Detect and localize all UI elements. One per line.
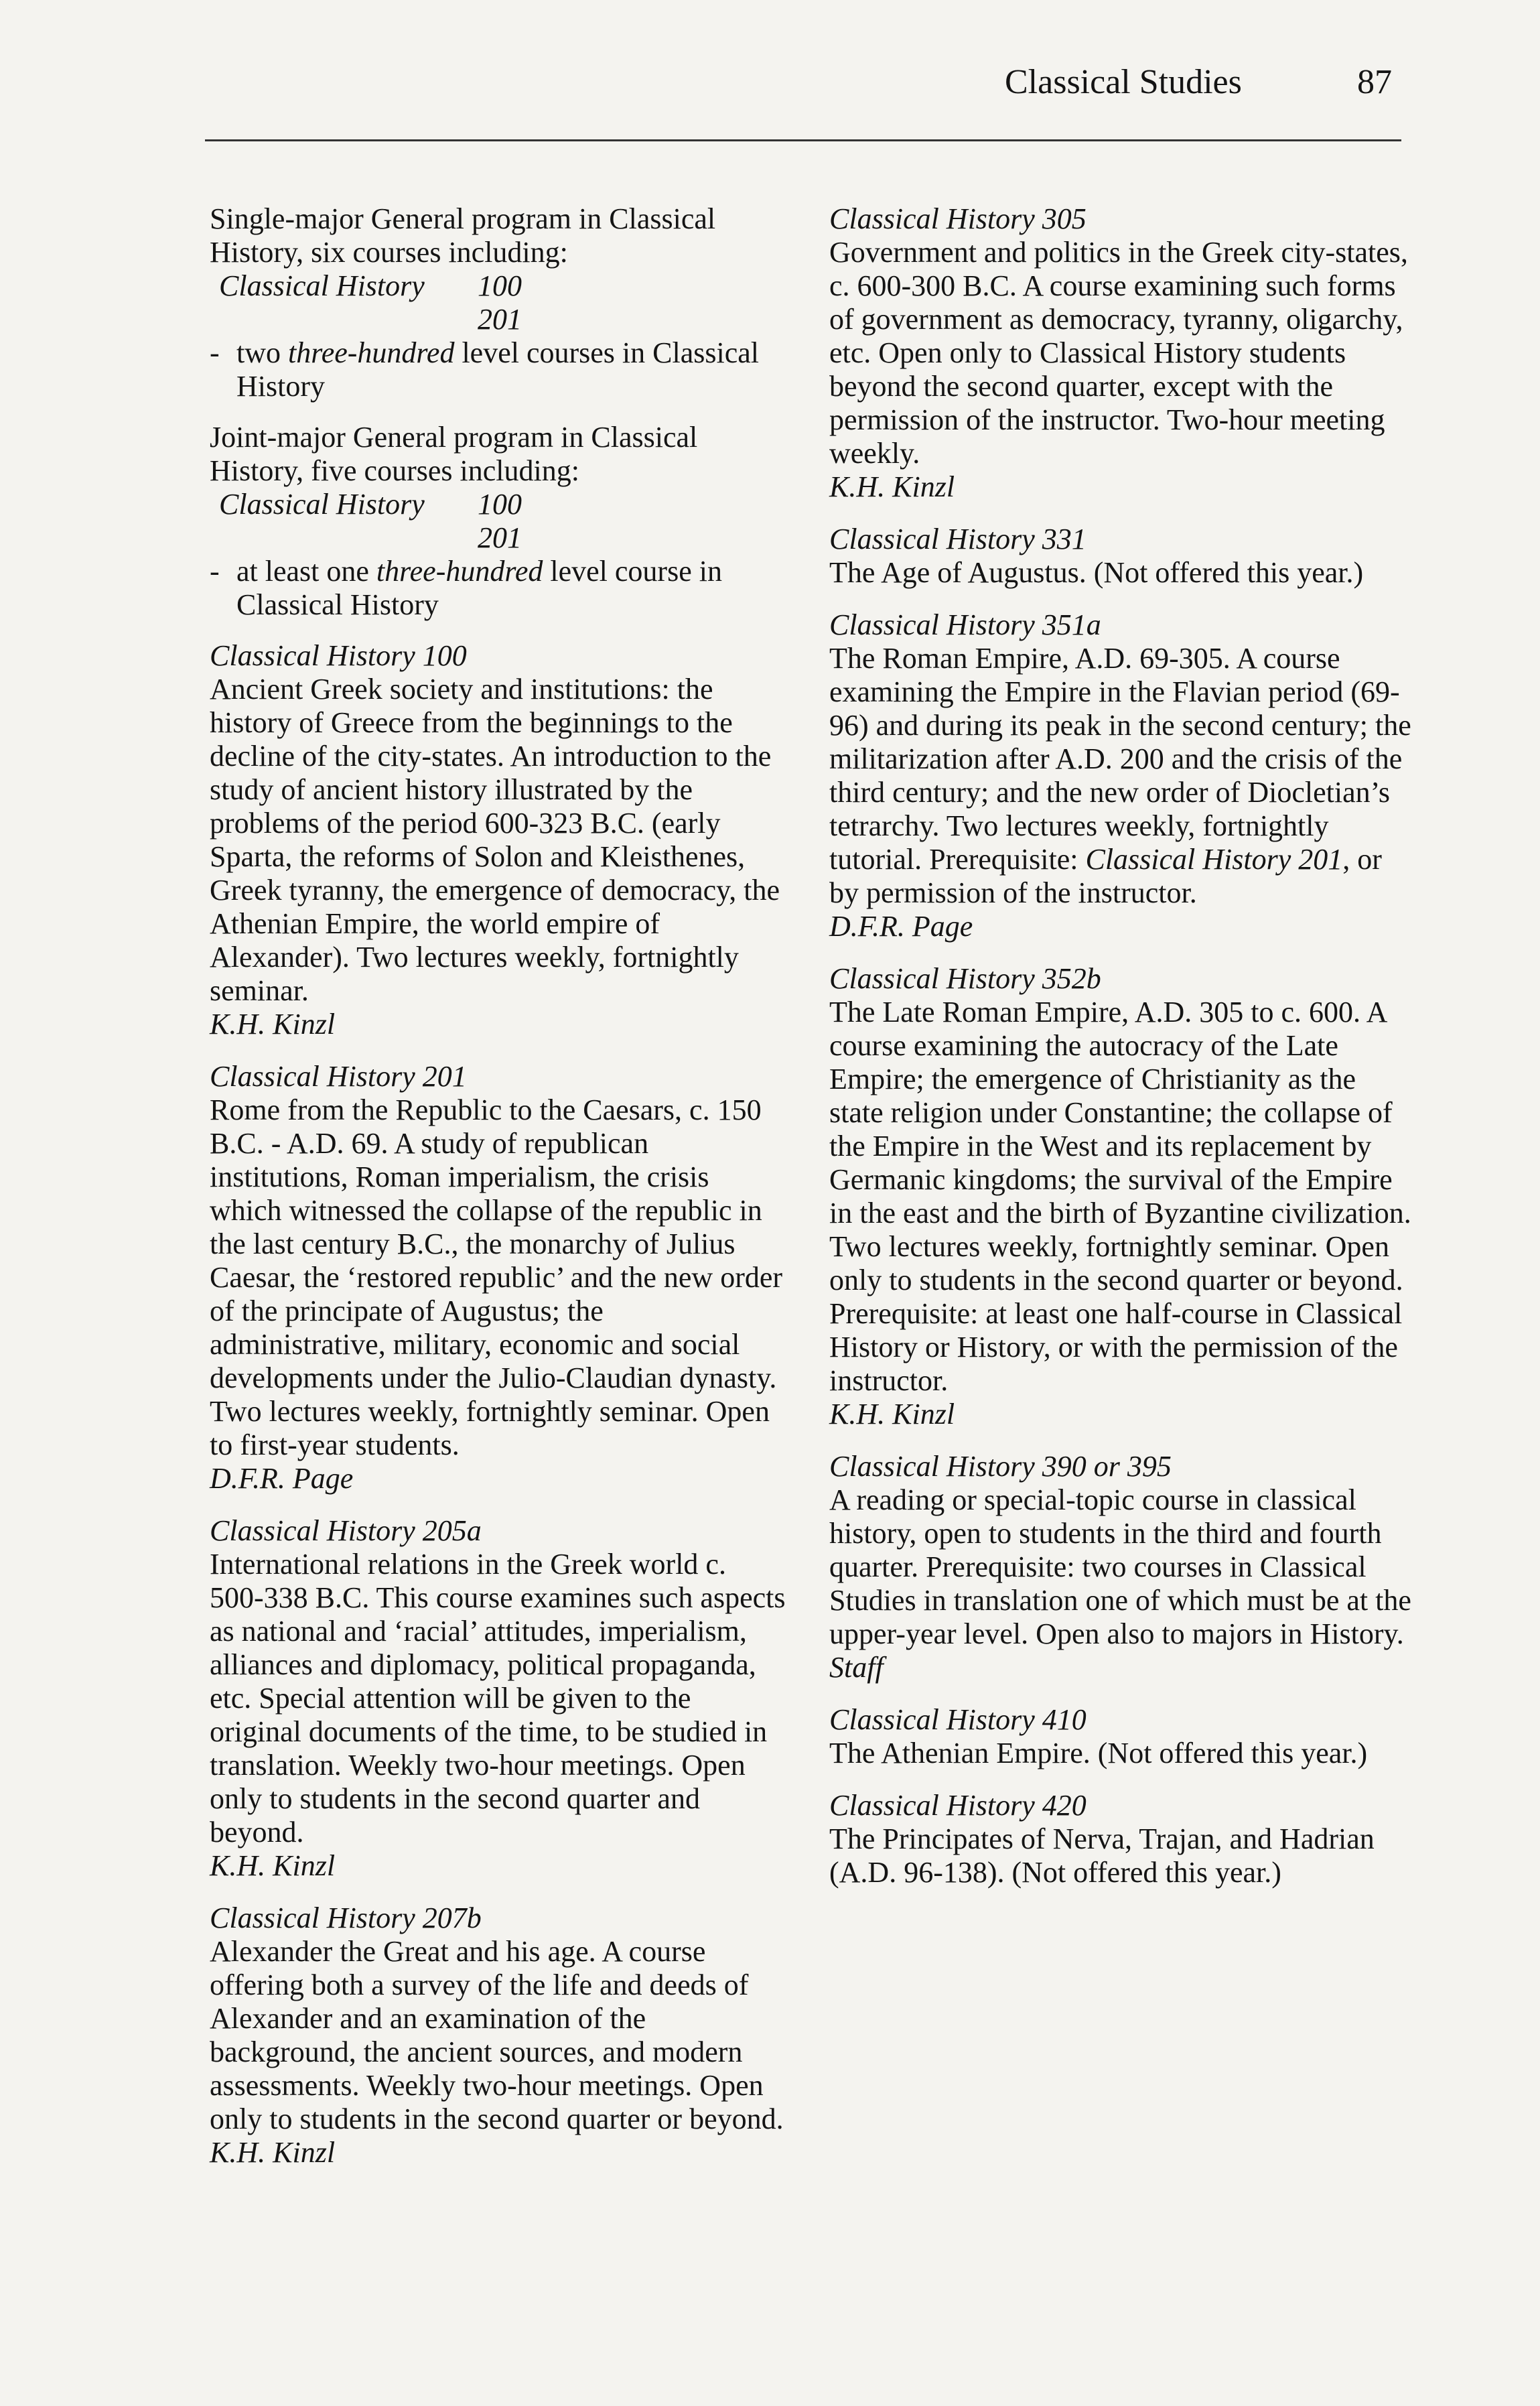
description-emphasis: Classical History 201 xyxy=(1085,843,1343,876)
course-title: Classical History 352b xyxy=(829,962,1101,995)
course-entry xyxy=(210,639,786,1041)
course-entry xyxy=(829,202,1412,504)
course-entry xyxy=(210,1514,786,1883)
course-instructor: K.H. Kinzl xyxy=(210,2136,336,2169)
program-intro: Single-major General program in Classical History, six courses including: xyxy=(210,202,716,269)
header-rule xyxy=(205,139,1401,141)
program-bullet: - at least one three-hundred level course in Classical History xyxy=(210,555,722,621)
course-entry xyxy=(829,1789,1412,1889)
joint-major-program xyxy=(210,421,786,622)
bullet-emphasis: three-hundred xyxy=(288,336,455,369)
course-description: A reading or special-topic course in classical history, open to students in the third and fourth quarter. Prerequisite: two courses in Classical Studies in translation one of which must be at the upper-year level. Open also to majors in History. xyxy=(829,1483,1411,1650)
course-instructor: D.F.R. Page xyxy=(829,910,973,943)
course-entry xyxy=(829,608,1412,943)
required-course-line xyxy=(210,269,786,303)
course-title: Classical History 420 xyxy=(829,1789,1087,1822)
course-number: 201 xyxy=(478,521,522,554)
description-text: , or by permission of the instructor. xyxy=(829,843,1382,909)
required-course-line xyxy=(210,488,786,521)
bullet-text: level course in Classical History xyxy=(236,555,722,621)
program-intro: Joint-major General program in Classical History, five courses including: xyxy=(210,421,698,487)
course-entry xyxy=(829,1703,1412,1770)
bullet-emphasis: three-hundred xyxy=(376,555,543,588)
course-entry xyxy=(829,523,1412,590)
course-title: Classical History 100 xyxy=(210,639,467,672)
course-instructor: K.H. Kinzl xyxy=(829,1398,955,1430)
course-name: Classical History xyxy=(219,269,425,302)
running-head xyxy=(1005,59,1392,106)
course-instructor: D.F.R. Page xyxy=(210,1462,354,1495)
course-number: 100 xyxy=(478,269,522,302)
course-entry xyxy=(829,1450,1412,1684)
course-title: Classical History 305 xyxy=(829,202,1087,235)
course-description xyxy=(829,642,1412,910)
course-description: The Athenian Empire. (Not offered this year.) xyxy=(829,1737,1368,1769)
single-major-program xyxy=(210,202,786,403)
course-name: Classical History xyxy=(219,488,425,521)
left-column xyxy=(210,202,786,2188)
course-title: Classical History 201 xyxy=(210,1060,467,1093)
course-description: The Principates of Nerva, Trajan, and Hadrian (A.D. 96-138). (Not offered this year.) xyxy=(829,1822,1375,1889)
course-entry xyxy=(829,962,1412,1431)
required-course-line xyxy=(210,303,786,336)
course-entry xyxy=(210,1901,786,2169)
description-text: The Roman Empire, A.D. 69-305. A course examining the Empire in the Flavian period (69-96) and during its peak in the second century; the militarization after A.D. 200 and the crisis of the third century; and the new order of Diocletian’s tetrarchy. Two lectures weekly, fortnightly tutorial. Prerequisite: xyxy=(829,642,1411,876)
bullet-text: level courses in Classical History xyxy=(236,336,759,403)
course-description: The Late Roman Empire, A.D. 305 to c. 600. A course examining the autocracy of the Late Empire; the emergence of Christianity as the state religion under Constantine; the collapse of the Empire in the West and its replacement by Germanic kingdoms; the survival of the Empire in the east and the birth of Byzantine civilization. Two lectures weekly, fortnightly seminar. Open only to students in the second quarter or beyond. Prerequisite: at least one half-course in Classical History or History, or with the permission of the instructor. xyxy=(829,996,1411,1397)
course-description: The Age of Augustus. (Not offered this year.) xyxy=(829,556,1364,589)
course-number: 201 xyxy=(478,303,522,336)
course-instructor: K.H. Kinzl xyxy=(210,1008,336,1041)
course-description: Government and politics in the Greek city-states, c. 600-300 B.C. A course examining such forms of government as democracy, tyranny, oligarchy, etc. Open only to Classical History students beyond the second quarter, except with the permission of the instructor. Two-hour meeting weekly. xyxy=(829,236,1408,470)
course-title: Classical History 351a xyxy=(829,608,1101,641)
bullet-text: two xyxy=(236,336,288,369)
bullet-text: at least one xyxy=(236,555,376,588)
course-title: Classical History 207b xyxy=(210,1901,482,1934)
course-instructor: K.H. Kinzl xyxy=(829,470,955,503)
running-head-title: Classical Studies xyxy=(1005,63,1242,101)
course-title: Classical History 410 xyxy=(829,1703,1087,1736)
course-title: Classical History 205a xyxy=(210,1514,482,1547)
course-instructor: K.H. Kinzl xyxy=(210,1849,336,1882)
course-description: Ancient Greek society and institutions: the history of Greece from the beginnings to the decline of the city-states. An introduction to the study of ancient history illustrated by the problems of the period 600-323 B.C. (early Sparta, the reforms of Solon and Kleisthenes, Greek tyranny, the emergence of democracy, the Athenian Empire, the world empire of Alexander). Two lectures weekly, fortnightly seminar. xyxy=(210,673,780,1007)
course-description: Alexander the Great and his age. A course offering both a survey of the life and deeds of Alexander and an examination of the background, the ancient sources, and modern assessments. Weekly two-hour meetings. Open only to students in the second quarter or beyond. xyxy=(210,1935,784,2135)
course-title: Classical History 390 or 395 xyxy=(829,1450,1172,1483)
course-instructor: Staff xyxy=(829,1651,884,1684)
program-bullet: - two three-hundred level courses in Classical History xyxy=(210,336,759,403)
required-course-line xyxy=(210,521,786,555)
course-description: International relations in the Greek world c. 500-338 B.C. This course examines such aspects as national and ‘racial’ attitudes, imperialism, alliances and diplomacy, political propaganda, etc. Special attention will be given to the original documents of the time, to be studied in translation. Weekly two-hour meetings. Open only to students in the second quarter and beyond. xyxy=(210,1548,786,1849)
course-description: Rome from the Republic to the Caesars, c. 150 B.C. - A.D. 69. A study of republican institutions, Roman imperialism, the crisis which witnessed the collapse of the republic in the last century B.C., the monarchy of Julius Caesar, the ‘restored republic’ and the new order of the principate of Augustus; the administrative, military, economic and social developments under the Julio-Claudian dynasty. Two lectures weekly, fortnightly seminar. Open to first-year students. xyxy=(210,1093,783,1461)
course-title: Classical History 331 xyxy=(829,523,1087,555)
course-number: 100 xyxy=(478,488,522,521)
right-column xyxy=(829,202,1412,1908)
course-entry xyxy=(210,1060,786,1495)
page-number: 87 xyxy=(1357,63,1392,101)
